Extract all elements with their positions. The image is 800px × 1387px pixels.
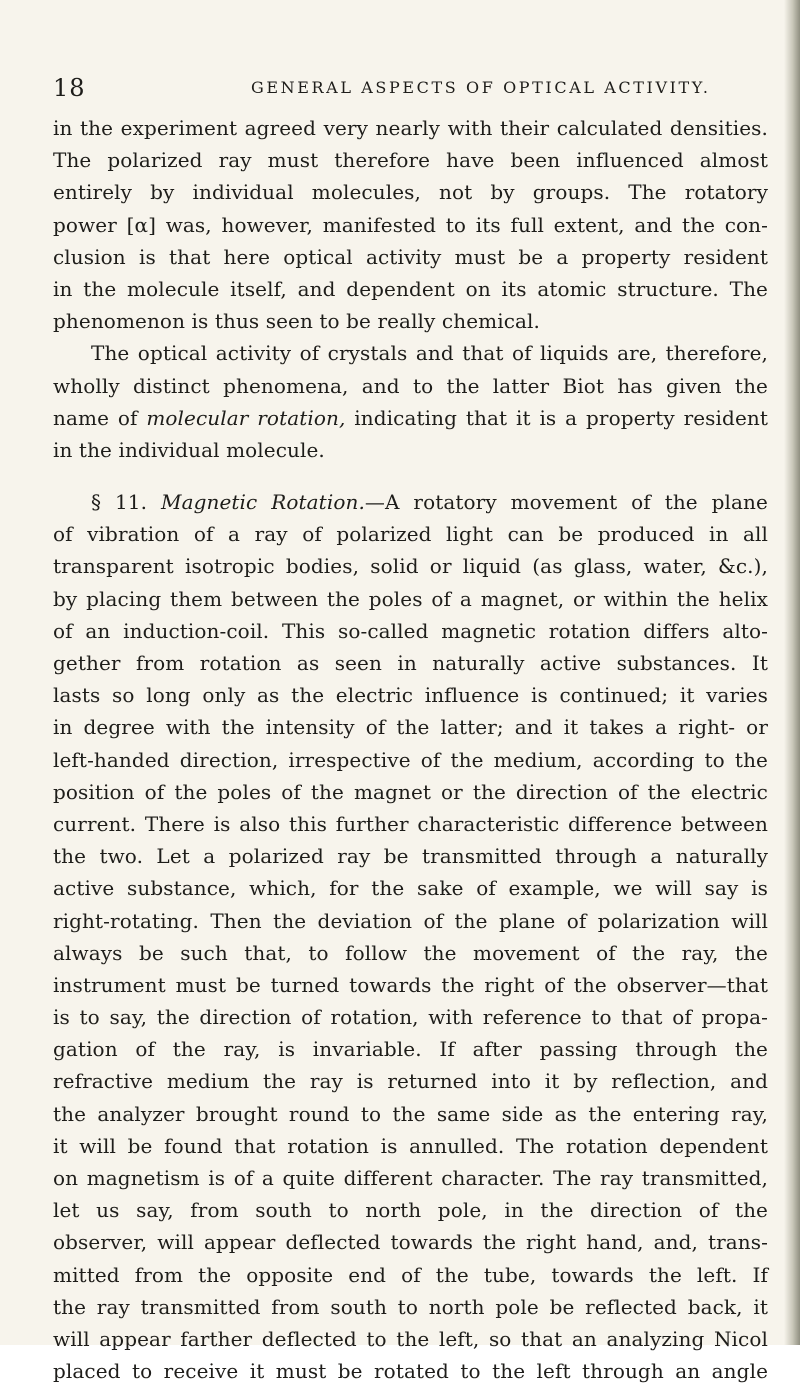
text-line: in the molecule itself, and dependent on its atomic structure. The xyxy=(53,276,768,301)
text-line: always be such that, to follow the movement of the ray, the xyxy=(53,940,768,965)
text-line: position of the poles of the magnet or the direction of the electric xyxy=(53,779,768,804)
text-line: left-handed direction, irrespective of the medium, according to the xyxy=(53,747,768,772)
text-line: let us say, from south to north pole, in the direction of the xyxy=(53,1198,768,1223)
section-magnetic-rotation xyxy=(53,486,768,1387)
text-line: transparent isotropic bodies, solid or liquid (as glass, water, &c.), xyxy=(53,554,768,579)
text-line: gation of the ray, is invariable. If after passing through the xyxy=(53,1037,768,1062)
text-line: in the experiment agreed very nearly with their calculated densities. xyxy=(53,116,768,140)
text-line: of an induction-coil. This so-called magnetic rotation differs alto- xyxy=(53,618,768,643)
text-line: observer, will appear deflected towards the right hand, and, trans- xyxy=(53,1230,768,1255)
text-line: current. There is also this further characteristic difference between xyxy=(53,811,768,836)
text-line: placed to receive it must be rotated to the left through an angle xyxy=(53,1359,768,1384)
text-line: right-rotating. Then the deviation of the plane of polarization will xyxy=(53,908,768,933)
text-line: mitted from the opposite end of the tube, towards the left. If xyxy=(53,1262,768,1287)
text-line: will appear farther deflected to the left, so that an analyzing Nicol xyxy=(53,1326,768,1351)
italic-term: molecular rotation, xyxy=(146,405,346,430)
text-line: by placing them between the poles of a magnet, or within the helix xyxy=(53,586,768,611)
text-run: indicating that it is a property resident xyxy=(345,405,768,430)
section-heading-line xyxy=(53,486,768,518)
text-line: lasts so long only as the electric influence is continued; it varies xyxy=(53,683,768,708)
text-run: name of xyxy=(53,405,147,430)
text-line: The optical activity of crystals and that of liquids are, therefore, xyxy=(91,341,768,366)
paragraph-molecular-rotation xyxy=(53,337,768,466)
text-line: the analyzer brought round to the same side as the entering ray, xyxy=(53,1101,768,1126)
text-line: entirely by individual molecules, not by groups. The rotatory xyxy=(53,180,768,205)
text-line: clusion is that here optical activity must be a property resident xyxy=(53,244,768,269)
page-number: 18 xyxy=(53,74,86,102)
text-line: on magnetism is of a quite different character. The ray transmitted, xyxy=(53,1166,768,1190)
running-head xyxy=(53,74,773,104)
text-line: the ray transmitted from south to north pole be reflected back, it xyxy=(53,1294,768,1319)
text-line: in degree with the intensity of the latter; and it takes a right- or xyxy=(53,715,768,740)
text-line: is to say, the direction of rotation, with reference to that of propa- xyxy=(53,1005,768,1030)
paragraph-continuation xyxy=(53,112,768,337)
section-spacer xyxy=(53,466,768,486)
text-line: the two. Let a polarized ray be transmitted through a naturally xyxy=(53,844,768,869)
text-line: The polarized ray must therefore have been influenced almost xyxy=(53,148,768,173)
section-title: Magnetic Rotation. xyxy=(160,490,365,515)
text-line: phenomenon is thus seen to be really chemical. xyxy=(53,309,540,334)
text-line: instrument must be turned towards the right of the observer—that xyxy=(53,972,768,997)
text-line xyxy=(53,402,768,434)
page-edge-shadow xyxy=(784,0,800,1345)
text-line: gether from rotation as seen in naturally active substances. It xyxy=(53,651,768,675)
section-number: § 11. xyxy=(91,490,148,515)
text-line: active substance, which, for the sake of example, we will say is xyxy=(53,876,768,901)
text-line: wholly distinct phenomena, and to the latter Biot has given the xyxy=(53,373,768,398)
text-line: refractive medium the ray is returned into it by reflection, and xyxy=(53,1069,768,1094)
running-title: GENERAL ASPECTS OF OPTICAL ACTIVITY. xyxy=(251,78,711,97)
body-text xyxy=(53,112,768,1387)
text-run: —A rotatory movement of the plane xyxy=(364,490,768,515)
text-line: power [α] was, however, manifested to its full extent, and the con- xyxy=(53,212,768,237)
text-line: of vibration of a ray of polarized light can be produced in all xyxy=(53,522,768,547)
text-line: it will be found that rotation is annulled. The rotation dependent xyxy=(53,1133,768,1158)
text-line: in the individual molecule. xyxy=(53,437,325,462)
